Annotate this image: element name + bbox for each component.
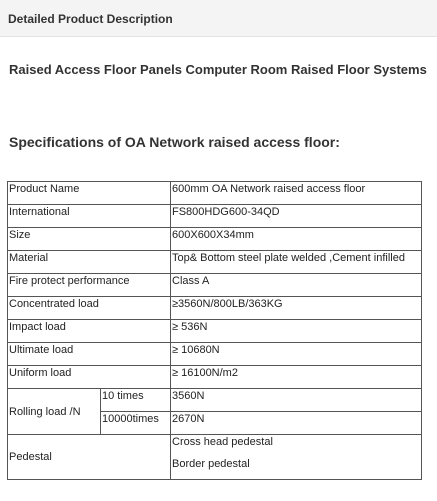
pedestal-label: Pedestal <box>8 435 171 480</box>
spec-label: Material <box>8 251 171 274</box>
spec-value: Top& Bottom steel plate welded ,Cement infilled <box>171 251 422 274</box>
spec-table <box>7 181 422 480</box>
product-title: Raised Access Floor Panels Computer Room Raised Floor Systems <box>9 62 427 77</box>
spec-value: 600X600X34mm <box>171 228 422 251</box>
spec-label: Fire protect performance <box>8 274 171 297</box>
spec-value: FS800HDG600-34QD <box>171 205 422 228</box>
spec-value: Class A <box>171 274 422 297</box>
section-header-title: Detailed Product Description <box>8 12 173 26</box>
spec-value: ≥ 10680N <box>171 343 422 366</box>
pedestal-value: Cross head pedestal <box>172 436 273 448</box>
spec-heading: Specifications of OA Network raised access floor: <box>9 134 340 150</box>
table-row <box>8 366 422 389</box>
table-row <box>8 251 422 274</box>
spec-label: Ultimate load <box>8 343 171 366</box>
spec-value: 3560N <box>171 389 422 412</box>
table-row <box>8 320 422 343</box>
spec-label: Uniform load <box>8 366 171 389</box>
table-row <box>8 228 422 251</box>
spec-label: Size <box>8 228 171 251</box>
spec-value: 600mm OA Network raised access floor <box>171 182 422 205</box>
spec-value: 2670N <box>171 412 422 435</box>
spec-label: Impact load <box>8 320 171 343</box>
table-row <box>8 343 422 366</box>
spec-label: International <box>8 205 171 228</box>
rolling-times: 10000times <box>101 412 171 435</box>
table-row <box>8 435 422 480</box>
table-row <box>8 297 422 320</box>
spec-label: Concentrated load <box>8 297 171 320</box>
pedestal-values <box>171 435 422 480</box>
spec-value: ≥ 16100N/m2 <box>171 366 422 389</box>
spec-value: ≥3560N/800LB/363KG <box>171 297 422 320</box>
section-header <box>0 0 437 37</box>
table-row <box>8 274 422 297</box>
pedestal-value: Border pedestal <box>172 458 250 470</box>
rolling-load-label: Rolling load /N <box>8 389 101 435</box>
table-row <box>8 389 422 412</box>
table-row <box>8 205 422 228</box>
rolling-times: 10 times <box>101 389 171 412</box>
table-row <box>8 182 422 205</box>
spec-label: Product Name <box>8 182 171 205</box>
spec-value: ≥ 536N <box>171 320 422 343</box>
